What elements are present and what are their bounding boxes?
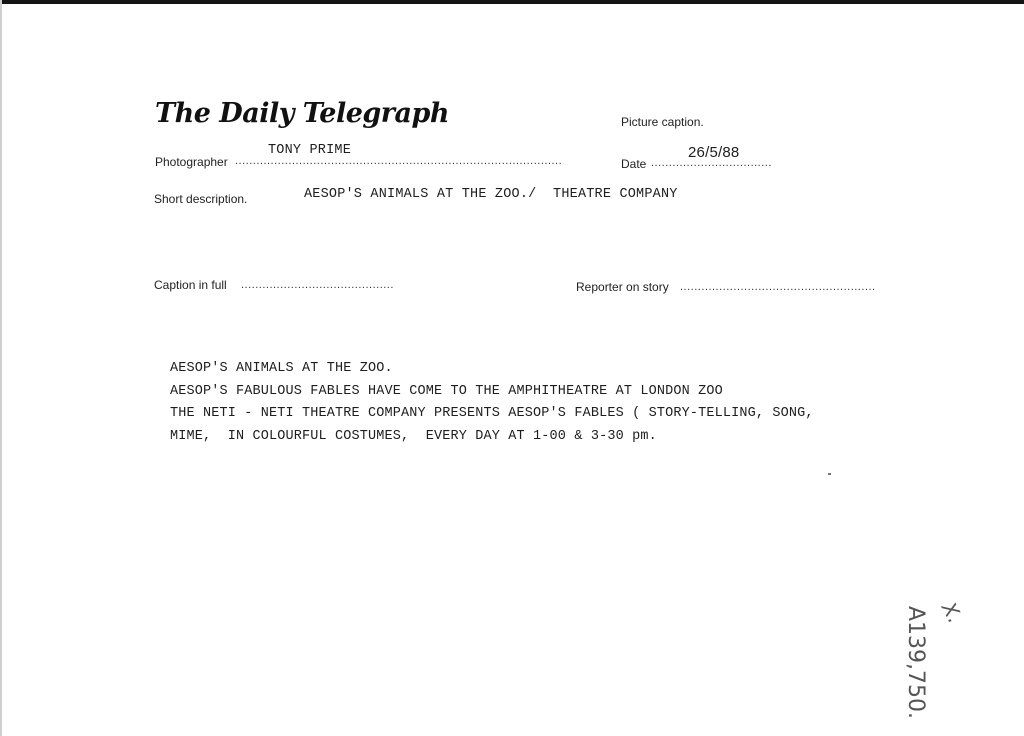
left-border: [0, 0, 2, 736]
picture-caption-label: Picture caption.: [621, 115, 704, 129]
short-description-label: Short description.: [154, 192, 248, 206]
caption-body: [170, 358, 814, 449]
photographer-value: TONY PRIME: [268, 143, 352, 158]
caption-line: THE NETI - NETI THEATRE COMPANY PRESENTS AESOP'S FABLES ( STORY-TELLING, SONG,: [170, 406, 814, 422]
caption-in-full-dots: ...........................................: [241, 279, 394, 291]
caption-line: AESOP'S ANIMALS AT THE ZOO.: [170, 361, 393, 376]
top-border: [0, 0, 1024, 4]
reporter-label: Reporter on story: [576, 280, 669, 294]
date-value: 26/5/88: [688, 144, 740, 161]
masthead-logo: The Daily Telegraph: [155, 98, 450, 129]
caption-in-full-label: Caption in full: [154, 278, 227, 292]
photographer-label: Photographer: [155, 155, 228, 169]
handwritten-mark: X.: [936, 598, 968, 627]
reporter-dots: .......................................................: [680, 281, 876, 293]
handwritten-reference: A139,750.: [903, 606, 928, 720]
short-description-value: AESOP'S ANIMALS AT THE ZOO./ THEATRE COMPANY: [304, 187, 678, 202]
paper-speck: [828, 473, 831, 475]
caption-line: MIME, IN COLOURFUL COSTUMES, EVERY DAY AT 1-00 & 3-30 pm.: [170, 429, 657, 445]
caption-line: AESOP'S FABULOUS FABLES HAVE COME TO THE AMPHITHEATRE AT LONDON ZOO: [170, 383, 723, 399]
date-label: Date: [621, 157, 647, 171]
photographer-dots: ............................................................................................: [235, 155, 563, 167]
date-dots: ..................................: [651, 157, 772, 169]
